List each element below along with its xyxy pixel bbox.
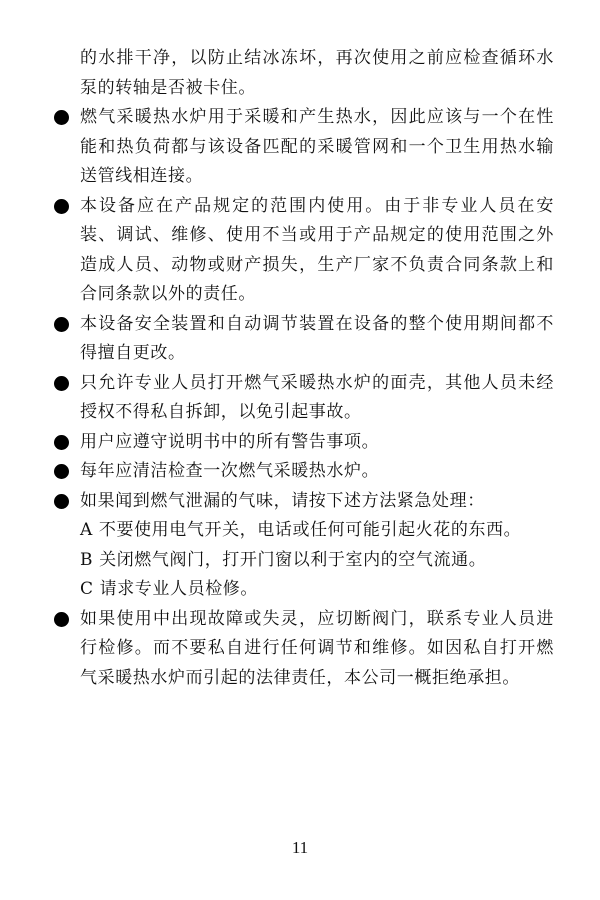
emergency-option-a: A 不要使用电气开关，电话或任何可能引起火花的东西。 bbox=[80, 520, 522, 540]
bullet-item bbox=[52, 192, 554, 310]
bullet-text: 每年应清洁检查一次燃气采暖热水炉。 bbox=[80, 461, 380, 481]
bullet-dot-icon bbox=[54, 199, 69, 214]
continuation-paragraph: 的水排干净，以防止结冰冻坏，再次使用之前应检查循环水泵的转轴是否被卡住。 bbox=[80, 48, 554, 98]
bullet-item bbox=[52, 605, 554, 694]
bullet-dot-icon bbox=[54, 612, 69, 627]
bullet-item bbox=[52, 428, 554, 458]
bullet-text: 用户应遵守说明书中的所有警告事项。 bbox=[80, 431, 380, 452]
page-content bbox=[52, 44, 554, 693]
bullet-dot-icon bbox=[54, 317, 69, 332]
bullet-dot-icon bbox=[54, 376, 69, 391]
bullet-text: 如果使用中出现故障或失灵，应切断阀门，联系专业人员进行检修。而不要私自进行任何调节和维修。如因私自打开燃气采暖热水炉而引起的法律责任，本公司一概拒绝承担。 bbox=[80, 608, 554, 688]
bullet-item bbox=[52, 457, 554, 487]
page-number: 11 bbox=[291, 838, 309, 857]
bullet-item bbox=[52, 487, 554, 517]
bullet-item bbox=[52, 103, 554, 192]
bullet-text: 本设备应在产品规定的范围内使用。由于非专业人员在安装、调试、维修、使用不当或用于产品规定的使用范围之外造成人员、动物或财产损失，生产厂家不负责合同条款上和合同条款以外的责任。 bbox=[80, 195, 554, 304]
bullet-dot-icon bbox=[54, 435, 69, 450]
bullet-item bbox=[52, 310, 554, 369]
emergency-option-c: C 请求专业人员检修。 bbox=[80, 579, 259, 599]
bullet-dot-icon bbox=[54, 464, 69, 479]
bullet-text: 本设备安全装置和自动调节装置在设备的整个使用期间都不得擅自更改。 bbox=[80, 313, 554, 363]
bullet-item bbox=[52, 369, 554, 428]
bullet-text: 燃气采暖热水炉用于采暖和产生热水，因此应该与一个在性能和热负荷都与该设备匹配的采暖管网和一个卫生用热水输送管线相连接。 bbox=[80, 107, 554, 186]
bullet-text: 只允许专业人员打开燃气采暖热水炉的面壳，其他人员未经授权不得私自拆卸，以免引起事故。 bbox=[80, 372, 554, 422]
emergency-option-b: B 关闭燃气阀门，打开门窗以利于室内的空气流通。 bbox=[80, 549, 487, 570]
bullet-dot-icon bbox=[54, 110, 69, 125]
bullet-dot-icon bbox=[54, 494, 69, 509]
bullet-text: 如果闻到燃气泄漏的气味，请按下述方法紧急处理： bbox=[80, 490, 485, 511]
